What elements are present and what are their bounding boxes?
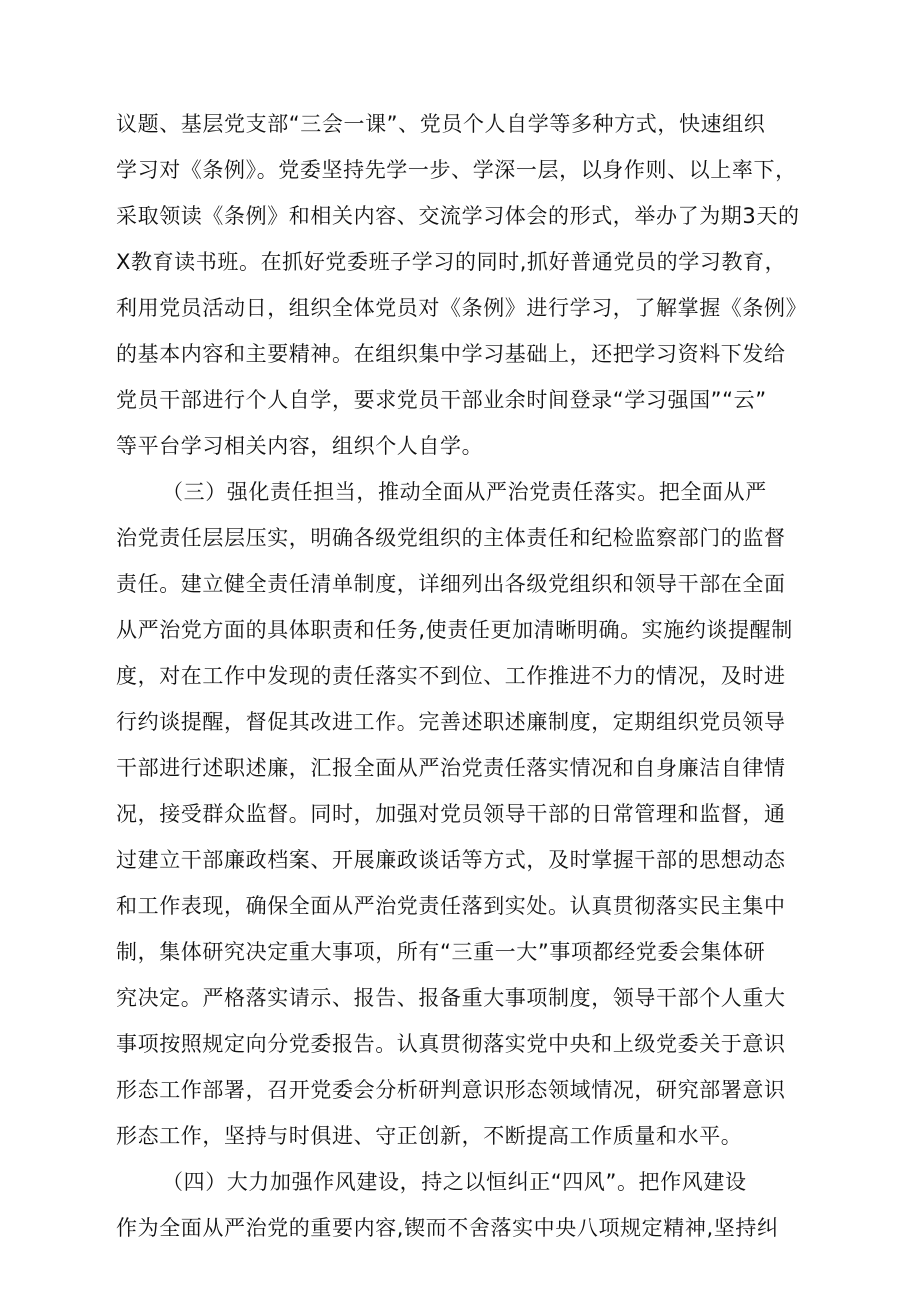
text-line: 形态工作部署，召开党委会分析研判意识形态领域情况，研究部署意识: [116, 1078, 786, 1102]
text-line: 的基本内容和主要精神。在组织集中学习基础上，还把学习资料下发给: [116, 342, 786, 366]
text-line: 和工作表现，确保全面从严治党责任落到实处。认真贯彻落实民主集中: [116, 894, 786, 918]
text-line: 行约谈提醒，督促其改进工作。完善述职述廉制度，定期组织党员领导: [116, 710, 786, 734]
text-line: 采取领读《条例》和相关内容、交流学习体会的形式，举办了为期3天的: [116, 204, 800, 228]
text-line: 等平台学习相关内容，组织个人自学。: [116, 434, 484, 458]
text-line: 事项按照规定向分党委报告。认真贯彻落实党中央和上级党委关于意识: [116, 1032, 786, 1056]
section-heading-line: （四）大力加强作风建设，持之以恒纠正“四风”。把作风建设: [162, 1170, 747, 1194]
text-line: 治党责任层层压实，明确各级党组织的主体责任和纪检监察部门的监督: [116, 526, 786, 550]
text-line: 责任。建立健全责任清单制度，详细列出各级党组织和领导干部在全面: [116, 572, 786, 596]
text-line: 学习对《条例》。党委坚持先学一步、学深一层，以身作则、以上率下，: [116, 158, 797, 182]
section-heading-line: （三）强化责任担当，推动全面从严治党责任落实。把全面从严: [162, 480, 767, 504]
text-line: 形态工作，坚持与时俱进、守正创新，不断提高工作质量和水平。: [116, 1124, 743, 1148]
text-line: 从严治党方面的具体职责和任务,使责任更加清晰明确。实施约谈提醒制: [116, 618, 793, 642]
text-line: 度，对在工作中发现的责任落实不到位、工作推进不力的情况，及时进: [116, 664, 786, 688]
text-line: 制，集体研究决定重大事项，所有“三重一大”事项都经党委会集体研: [116, 940, 766, 964]
text-line: 党员干部进行个人自学，要求党员干部业余时间登录“学习强国”“云”: [116, 388, 767, 412]
text-line: 况，接受群众监督。同时，加强对党员领导干部的日常管理和监督，通: [116, 802, 786, 826]
text-line: 议题、基层党支部“三会一课”、党员个人自学等多种方式，快速组织: [116, 112, 766, 136]
text-line: 作为全面从严治党的重要内容,锲而不舍落实中央八项规定精神,坚持纠: [116, 1216, 779, 1240]
text-line: 干部进行述职述廉，汇报全面从严治党责任落实情况和自身廉洁自律情: [116, 756, 786, 780]
text-line: 究决定。严格落实请示、报告、报备重大事项制度，领导干部个人重大: [116, 986, 786, 1010]
text-line: X教育读书班。在抓好党委班子学习的同时,抓好普通党员的学习教育，: [116, 250, 787, 274]
text-line: 利用党员活动日，组织全体党员对《条例》进行学习，了解掌握《条例》: [116, 296, 808, 320]
text-line: 过建立干部廉政档案、开展廉政谈话等方式，及时掌握干部的思想动态: [116, 848, 786, 872]
